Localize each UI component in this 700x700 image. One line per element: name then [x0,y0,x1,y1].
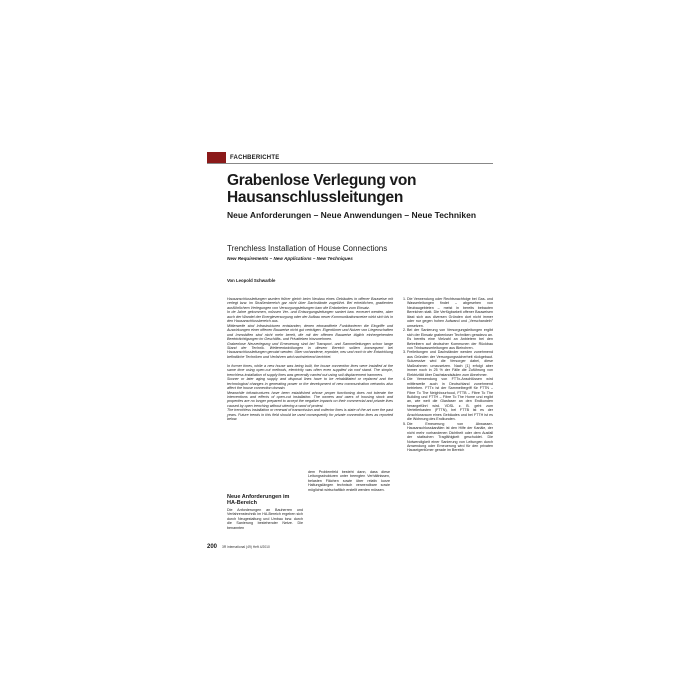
author-line: Von Leopold Schwarble [227,278,276,283]
abstract-de-paragraph: Mittlerweile sind Infrastrukturen entstanden, denen einwandfreie Funktionieren die Eingriffe und Auswirkungen einer offenen Bauweise nicht gut verträgen. Eigentümer und Nutzer von Liegenschaften und Immobilien sind nicht mehr bereit, die mit der offenen Bauweise täglich einhergehenden Beeinträchtigungen im Geschäfts- und Privatleben hinzunehmen. [227,323,393,342]
abstract-column [227,297,393,422]
header-rule [207,163,493,164]
list-item: 5. Die Erneuerung von Abwasser-Hausanschlusskanälen ist den Hilfe der Kanäle, der nicht mehr vorhandenen Dichtheit oder dem Ausfall der statischen Tragfähigkeit geschuldet. Die Notwendigkeit einer Sanierung von Leitungen durch Anwendung oder Erneuerung wird für den privaten Hauseigentümer gerade im Bereich [407,422,493,453]
section-tag [207,152,279,163]
english-subtitle: New Requirements – New Applications – New Techniques [227,256,353,261]
list-item: 2. Bei der Sanierung von Versorgungsleitungen ergibt sich der Einsatz grabenloser Techniken geradezu an. Es bereits eine Vielzahl an Anbietern bei den Betreibern auf deutscher Kommunen der Rückbau von Trinkwasserleitungen aus Bleirohren. [407,328,493,350]
abstract-en-paragraph: In former times, while a new house was being built, the house connection lines were installed at the same time using open-cut methods, electricity was often even supplied via roof stand. The simple, trenchless installation of supply lines was generally carried out using soil displacement hammers. [227,363,393,377]
abstract-de-paragraph: Hausanschlussleitungen wurden früher gleich beim Neubau eines Gebäudes in offener Bauweise mit verlegt bzw. im Straßenbereich gar nicht über Dachstände zugelührt. Bei erheblichen, gradienten ausführlichem Verlegungen von Versorgungsleitungen kam die Erdarbeiten zum Einsatz. [227,297,393,310]
journal-name: 3R international (49) Heft 4/2010 [222,545,270,549]
abstract-de-paragraph: Grabenlose Neuverlegung und Erneuerung sind bei Transport- und Sammelleitungen schon lange Stand der Technik. Weiterentwicklungen in diesem Bereich sollten konsequent bei Hausanschlussleitungen genutzt werden. Über vorhandene, erprobte, neu und noch in der Entwicklung befindliche Techniken und Verfahren wird nachstehend berichtet. [227,341,393,359]
list-item: 1. Die Verwendung oder Rechtsnachfolge bei Gas- und Wasserleitungen findet – abgesehen von Neubaugebieten – meist in bereits bebauten Bereichen statt. Die Verfügbarkeit offener Bauweisen lässt sich aus diversen Gründen dort nicht immer oder nur gegen hohen Aufwand und „Verschandeln" umsetzen. [407,297,493,328]
section-label: FACHBERICHTE [230,154,280,161]
abstract-en-paragraph: Sooner or later aging supply and disposal lines have to be rehabilitated or replaced and the technological changes in generating power or the development of new communication networks also affect the house connection domain. [227,377,393,391]
article-page [207,152,493,552]
section-heading: Neue Anforderungen im HA-Bereich [227,494,290,507]
section-color-bar [207,152,226,163]
abstract-de-paragraph: In de Jahre gekommen, müssen Ver- und Entsorgungsleitungen saniert bzw. erneuert werden, aber auch der Wandel der Energieversorgung oder der Aufbau neuer Kommunikationsnetze wirkt sich bis in den Hausanschlussbereich aus. [227,310,393,324]
body-column-1: Die Anforderungen an Bauherren und Verfahrenstechnik im HA-Bereich ergeben sich durch Neugestaltung und Umbau bzw. durch die Sanierung bestehender Netze. Die benannten [227,508,303,530]
numbered-list [398,297,493,453]
body-column-2: dem Problemfeld besteht dann, dass diese Leitungsstrukturen unter beengten Verhältnissen, belasten Flächen sowie über relativ kurze Haltungslängen technisch verwendbare sowie möglichst wirtschaftlich erstellt werden müssen. [308,470,390,492]
page-number: 200 [207,544,218,550]
english-title: Trenchless Installation of House Connections [227,244,388,253]
abstract-en-paragraph: Meanwhile infrastructures have been established whose proper functioning does not tolerate the interventions and effects of open-cut installation. The owners and users of housing stock and properties are no longer prepared to accept the negative impacts on their commercial and private lives caused by open trenching without uttering a word of protest. [227,390,393,408]
article-title: Grabenlose Verlegung von Hausanschlussleitungen [227,172,417,206]
page-footer [207,544,270,550]
numbered-list-column [398,297,493,453]
article-subtitle: Neue Anforderungen – Neue Anwendungen – Neue Techniken [227,210,477,220]
abstract-en-paragraph: The trenchless installation or renewal of transmission and collector lines is state of the art over the past years. Future trends in this field should be used consequently for private connection lines as reported below. [227,408,393,422]
list-item: 4. Die Verwendung von FTTx-Anschlüssen wird mittlerweile auch in Deutschland zunehmend betrieben. FTTx ist der Sammelbegriff für FTTN – Fibre To The Neighbourhood, FTTB – Fibre To The Building und FTTH – Fibre To The Home und ergibt an, wie weit die Glasfaser an den Endkunden herangeführt wird. VDSL z. B. geht zum Verteilerkasten (FTTN), bei FTTB ist es der Anschlussraum eines Gebäudes und bei FTTH ist es die Wohnung des Endkunden. [407,377,493,422]
list-item: 3. Freileitungen und Dachständer werden zunehmend aus Gründen der Versorgungssicherheit rückgebaut. Sukzessive wird die Versorger dabei, diese Maßnahmen umzusetzen. Nach [1] erfolgt aber immer noch in 25 % der Fälle die Zuführung von Elektrizität über Dachstandsäulen zum Abnehmer. [407,350,493,377]
